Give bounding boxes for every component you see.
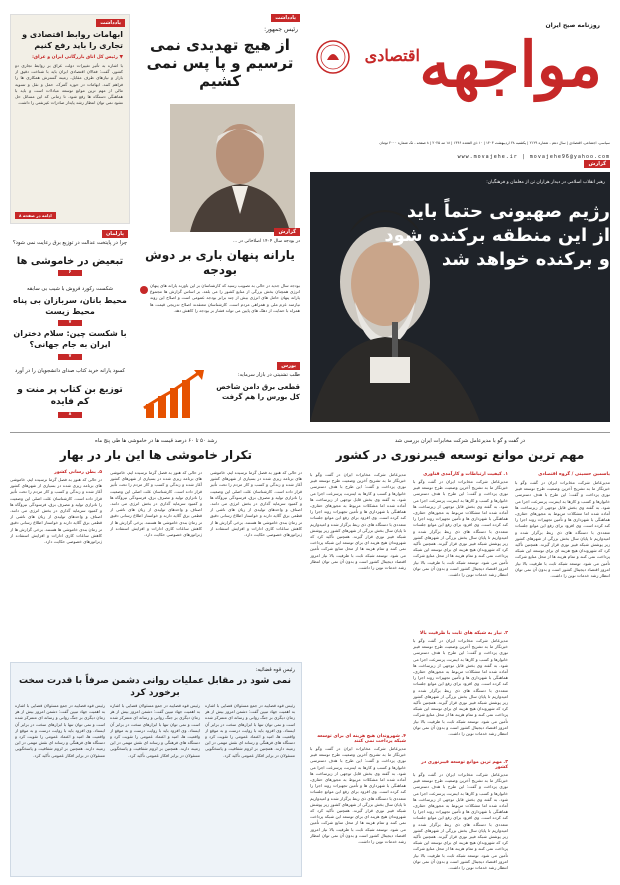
- left-item-3[interactable]: [10, 328, 130, 362]
- president-speaker: رئیس جمهور:: [264, 26, 298, 33]
- hero-headline-line-3: و برکنده خواهد شد: [441, 249, 610, 270]
- president-kicker: یادداشت: [271, 14, 300, 22]
- blackout-headline: تکرار خاموشی ها این بار در بهار: [59, 448, 253, 462]
- budget-lead: در بودجه سال ۱۴۰۴ اصلاحاتی در ...: [233, 239, 300, 244]
- top-left-lead: ▼ رئیس کل اتاق بازرگانی ایران و عراق:: [32, 55, 123, 60]
- market-article: [140, 362, 300, 424]
- blackout-body-3: در حالی که هنوز به فصل گرما نرسیده ایم، خاموشی های برنامه ریزی شده در بسیاری از شهرهای کشور آغاز شده و زندگی و کسب و کار مردم را تحت تأثیر قرار داده است. کارشناسان علت اصلی این وضعیت را ناترازی تولید و مصرف برق، فرسودگی نیروگاه ها و کمبود سرمایه گذاری در بخش انرژی می دانند. اصناف و واحدهای تولیدی از زیان های ناشی از قطعی برق گلایه دارند و خواستار اطلاع رسانی دقیق تر زمان بندی خاموشی ها هستند. برخی گزارش ها از کاهش ساعات کاری ادارات و افزایش استفاده از ژنراتورهای خصوصی حکایت دارد.: [10, 477, 102, 545]
- judiciary-body-3: رئیس قوه قضاییه در جمع مسئولان قضایی با اشاره به اهمیت جهاد تبیین گفت: دشمن امروز بیش از هر زمان دیگری بر جنگ روانی و رسانه ای متمرکز شده است و نمی توان تنها با ابزارهای سخت در برابر آن ایستاد. وی افزود باید با روایت درست و به موقع از واقعیت ها، امید و اعتماد عمومی را تقویت کرد و دستگاه های فرهنگی و رسانه ای نقش مهمی در این زمینه دارند. همچنین بر لزوم شفافیت و پاسخگویی مسئولان در برابر افکار عمومی تأکید کرد.: [15, 703, 105, 758]
- blackout-body-1: در حالی که هنوز به فصل گرما نرسیده ایم، خاموشی های برنامه ریزی شده در بسیاری از شهرهای کشور آغاز شده و زندگی و کسب و کار مردم را تحت تأثیر قرار داده است. کارشناسان علت اصلی این وضعیت را ناترازی تولید و مصرف برق، فرسودگی نیروگاه ها و کمبود سرمایه گذاری در بخش انرژی می دانند. اصناف و واحدهای تولیدی از زیان های ناشی از قطعی برق گلایه دارند و خواستار اطلاع رسانی دقیق تر زمان بندی خاموشی ها هستند. برخی گزارش ها از کاهش ساعات کاری ادارات و افزایش استفاده از ژنراتورهای خصوصی حکایت دارد.: [210, 470, 302, 538]
- judiciary-body-2: رئیس قوه قضاییه در جمع مسئولان قضایی با اشاره به اهمیت جهاد تبیین گفت: دشمن امروز بیش از هر زمان دیگری بر جنگ روانی و رسانه ای متمرکز شده است و نمی توان تنها با ابزارهای سخت در برابر آن ایستاد. وی افزود باید با روایت درست و به موقع از واقعیت ها، امید و اعتماد عمومی را تقویت کرد و دستگاه های فرهنگی و رسانه ای نقش مهمی در این زمینه دارند. همچنین بر لزوم شفافیت و پاسخگویی مسئولان در برابر افکار عمومی تأکید کرد.: [110, 703, 200, 758]
- divider: [10, 432, 610, 433]
- hero-kicker: گزارش: [584, 160, 610, 168]
- top-left-kicker: یادداشت: [96, 19, 125, 27]
- left-item-sub: تبعیض در خاموشی ها: [16, 256, 124, 267]
- telecom-subhead-1: ۱. کیفیت ارتباطات و کارآمدی فناوری: [423, 472, 508, 477]
- telecom-article: [310, 438, 610, 878]
- telecom-body-col-2: مدیرعامل شرکت مخابرات ایران در گفت وگو با خبرنگار ما به تشریح آخرین وضعیت طرح توسعه فیبر نوری پرداخت و گفت: این طرح با هدف دسترسی خانوارها و کسب و کارها به اینترنت پرسرعت اجرا می شود. به گفته وی بخش قابل توجهی از زیرساخت ها آماده شده اما مشکلات مربوط به مجوزهای حفاری، هماهنگی با شهرداری ها و تأمین تجهیزات روند اجرا را کند کرده است. وی افزود برای رفع این موانع جلسات متعددی با دستگاه های ذی ربط برگزار شده و امیدواریم تا پایان سال بخش بزرگی از شهرهای کشور زیر پوشش شبکه فیبر نوری قرار گیرند. همچنین تأکید کرد که شهروندان هیچ هزینه ای برای توسعه این شبکه پرداخت نمی کنند و تمام هزینه ها از محل منابع شرکت تأمین می شود. توسعه شبکه ثابت با ظرفیت بالا نیاز امروز اقتصاد دیجیتال کشور است و بدون آن نمی توان انتظار رشد خدمات نوین را داشت.: [413, 479, 508, 578]
- telecom-body-col-3b: مدیرعامل شرکت مخابرات ایران در گفت وگو با خبرنگار ما به تشریح آخرین وضعیت طرح توسعه فیبر نوری پرداخت و گفت: این طرح با هدف دسترسی خانوارها و کسب و کارها به اینترنت پرسرعت اجرا می شود. به گفته وی بخش قابل توجهی از زیرساخت ها آماده شده اما مشکلات مربوط به مجوزهای حفاری، هماهنگی با شهرداری ها و تأمین تجهیزات روند اجرا را کند کرده است. وی افزود برای رفع این موانع جلسات متعددی با دستگاه های ذی ربط برگزار شده و امیدواریم تا پایان سال بخش بزرگی از شهرهای کشور زیر پوشش شبکه فیبر نوری قرار گیرند. همچنین تأکید کرد که شهروندان هیچ هزینه ای برای توسعه این شبکه پرداخت نمی کنند و تمام هزینه ها از محل منابع شرکت تأمین می شود. توسعه شبکه ثابت با ظرفیت بالا نیاز امروز اقتصاد دیجیتال کشور است و بدون آن نمی توان انتظار رشد خدمات نوین را داشت.: [310, 746, 406, 845]
- chart-icon: [142, 368, 207, 420]
- masthead-website: www.movajehe.ir | movajehe96@yahoo.com: [457, 154, 610, 160]
- left-item-headline: چرا در پایتخت عدالت در توزیع برق رعایت نمی شود؟: [12, 240, 128, 246]
- top-left-more[interactable]: ادامه در صفحه ۸: [15, 212, 56, 219]
- blackout-article: [10, 438, 302, 656]
- left-item-sub: توزیع بن کتاب پر منت و کم فایده: [17, 385, 123, 407]
- top-left-body: با اشاره به تأثیر تغییرات دولت عراق بر روابط تجاری دو کشور، گفت: فعالان اقتصادی ایران باید با شناخت دقیق از بازار و نیازهای طرف مقابل، زمینه گسترش همکاری ها را فراهم کنند. ابهامات در حوزه گمرک، حمل و نقل و تسویه مالی از مهم ترین موانع توسعه مبادلات است و باید با هماهنگی دستگاه ها رفع شود. تا زمانی که این مسائل حل نشود نمی توان انتظار رشد پایدار صادرات غیرنفتی را داشت.: [15, 63, 123, 106]
- emblem-icon: [316, 40, 350, 74]
- hero-headline-line-2: از این منطقه برکنده شود: [384, 225, 610, 246]
- hero-headline-line-1: رژیم صهیونی حتماً باید: [406, 201, 610, 222]
- market-headline: قطعی برق دامن شاخص کل بورس را هم گرفت: [216, 383, 300, 401]
- president-headline: از هیچ تهدیدی نمی ترسیم و پا پس نمی کشیم: [146, 36, 294, 90]
- masthead-info: سیاسی، اجتماعی، اقتصادی | سال دهم - شماره ۲۱۲۹ | یکشنبه ۲۸ اردیبهشت ۱۴۰۳ | ۱۰ ذی القعده ۱۴۴۶ | ۱۸ مه ۲۰۲۵ | ۸ صفحه - تک شماره ۲۰۰۰ تومان: [379, 141, 610, 145]
- telecom-body-col-1: مدیرعامل شرکت مخابرات ایران در گفت وگو با خبرنگار ما به تشریح آخرین وضعیت طرح توسعه فیبر نوری پرداخت و گفت: این طرح با هدف دسترسی خانوارها و کسب و کارها به اینترنت پرسرعت اجرا می شود. به گفته وی بخش قابل توجهی از زیرساخت ها آماده شده اما مشکلات مربوط به مجوزهای حفاری، هماهنگی با شهرداری ها و تأمین تجهیزات روند اجرا را کند کرده است. وی افزود برای رفع این موانع جلسات متعددی با دستگاه های ذی ربط برگزار شده و امیدواریم تا پایان سال بخش بزرگی از شهرهای کشور زیر پوشش شبکه فیبر نوری قرار گیرند. همچنین تأکید کرد که شهروندان هیچ هزینه ای برای توسعه این شبکه پرداخت نمی کنند و تمام هزینه ها از محل منابع شرکت تأمین می شود. توسعه شبکه ثابت با ظرفیت بالا نیاز امروز اقتصاد دیجیتال کشور است و بدون آن نمی توان انتظار رشد خدمات نوین را داشت.: [515, 480, 610, 579]
- left-item-1[interactable]: [10, 240, 130, 280]
- left-item-page: ۷: [58, 354, 82, 360]
- left-item-4[interactable]: [10, 368, 130, 430]
- masthead-title: مواجهه: [419, 28, 602, 101]
- budget-kicker: گزارش: [274, 228, 300, 236]
- left-item-headline: شکست رکورد فروش با شیب بی سابقه: [26, 286, 114, 292]
- judiciary-lead: رئیس قوه قضائیه:: [255, 667, 295, 673]
- market-lead: طلب تشنیتی در بازار سرمایه:: [237, 372, 300, 378]
- left-item-headline: کسود یارانه خرید کتاب صدای دانشجویان را در آورد: [14, 368, 126, 374]
- telecom-byline: یاسمین حسینی / گروه اقتصادی: [538, 472, 610, 477]
- masthead-kicker: روزنامه صبح ایران: [545, 22, 600, 29]
- budget-headline: یارانه پنهان باری بر دوش بودجه: [145, 248, 295, 277]
- left-item-page: ۸: [58, 412, 82, 418]
- telecom-subhead-4: ۴. شهروندان هیچ هزینه ای برای توسعه شبکه پرداخت نمی کنند: [317, 734, 406, 744]
- blackout-body-2: در حالی که هنوز به فصل گرما نرسیده ایم، خاموشی های برنامه ریزی شده در بسیاری از شهرهای کشور آغاز شده و زندگی و کسب و کار مردم را تحت تأثیر قرار داده است. کارشناسان علت اصلی این وضعیت را ناترازی تولید و مصرف برق، فرسودگی نیروگاه ها و کمبود سرمایه گذاری در بخش انرژی می دانند. اصناف و واحدهای تولیدی از زیان های ناشی از قطعی برق گلایه دارند و خواستار اطلاع رسانی دقیق تر زمان بندی خاموشی ها هستند. برخی گزارش ها از کاهش ساعات کاری ادارات و افزایش استفاده از ژنراتورهای خصوصی حکایت دارد.: [110, 470, 202, 538]
- president-photo: [170, 104, 295, 232]
- left-column-kicker: پارلمان: [102, 230, 128, 238]
- left-item-page: ۶: [58, 270, 82, 276]
- hero-caption: رهبر انقلاب اسلامی در دیدار هزاران تن از معلمان و فرهنگیان:: [486, 180, 605, 185]
- president-article: [140, 14, 300, 219]
- left-item-headline: با شکست چین: سلام دختران ایران به جام جهانی؟: [13, 329, 127, 349]
- budget-article: [140, 228, 300, 358]
- hero-headline: [340, 200, 610, 272]
- masthead: [310, 8, 610, 160]
- telecom-subhead-2: ۲. نیاز به شبکه های ثابت با ظرفیت بالا: [419, 631, 508, 636]
- masthead-subtitle: اقتصادی: [364, 46, 420, 65]
- top-left-headline: ابهامات روابط اقتصادی و تجاری را باید رفع کنیم: [22, 30, 123, 50]
- left-column: [10, 230, 130, 430]
- blackout-col-3: [10, 470, 102, 650]
- budget-body: بودجه سال جدید در حالی به تصویب رسید که کارشناسان بر این باورند یارانه های پنهان انرژی همچنان بخش بزرگی از منابع کشور را می بلعد. بر اساس گزارش ها مجموع یارانه پنهان حامل های انرژی بیش از چند برابر بودجه عمومی است و اصلاح این روند نیازمند عزم ملی و همراهی مردم است. کارشناسان معتقدند اصلاح تدریجی قیمت ها همراه با حمایت از دهک های پایین می تواند فشار بر بودجه را کاهش دهد.: [150, 283, 300, 313]
- telecom-body-col-2c: مدیرعامل شرکت مخابرات ایران در گفت وگو با خبرنگار ما به تشریح آخرین وضعیت طرح توسعه فیبر نوری پرداخت و گفت: این طرح با هدف دسترسی خانوارها و کسب و کارها به اینترنت پرسرعت اجرا می شود. به گفته وی بخش قابل توجهی از زیرساخت ها آماده شده اما مشکلات مربوط به مجوزهای حفاری، هماهنگی با شهرداری ها و تأمین تجهیزات روند اجرا را کند کرده است. وی افزود برای رفع این موانع جلسات متعددی با دستگاه های ذی ربط برگزار شده و امیدواریم تا پایان سال بخش بزرگی از شهرهای کشور زیر پوشش شبکه فیبر نوری قرار گیرند. همچنین تأکید کرد که شهروندان هیچ هزینه ای برای توسعه این شبکه پرداخت نمی کنند و تمام هزینه ها از محل منابع شرکت تأمین می شود. توسعه شبکه ثابت با ظرفیت بالا نیاز امروز اقتصاد دیجیتال کشور است و بدون آن نمی توان انتظار رشد خدمات نوین را داشت.: [413, 772, 508, 871]
- market-kicker: بورس: [277, 362, 300, 370]
- telecom-headline: مهم ترین موانع توسعه فیبرنوری در کشور: [335, 448, 585, 462]
- telecom-col-3: [310, 472, 406, 872]
- top-left-article: [10, 14, 130, 224]
- telecom-subhead-3: ۳. مهم ترین موانع توسعه فیبرنوری در کشور: [421, 760, 508, 770]
- blackout-subhead: ۵. بطن رسانی کشور: [54, 470, 102, 475]
- left-item-sub: محیط بانان، سربازان بی پناه محیط زیست: [13, 296, 127, 316]
- budget-bullet-icon: [140, 286, 148, 294]
- telecom-body-col-2b: مدیرعامل شرکت مخابرات ایران در گفت وگو با خبرنگار ما به تشریح آخرین وضعیت طرح توسعه فیبر نوری پرداخت و گفت: این طرح با هدف دسترسی خانوارها و کسب و کارها به اینترنت پرسرعت اجرا می شود. به گفته وی بخش قابل توجهی از زیرساخت ها آماده شده اما مشکلات مربوط به مجوزهای حفاری، هماهنگی با شهرداری ها و تأمین تجهیزات روند اجرا را کند کرده است. وی افزود برای رفع این موانع جلسات متعددی با دستگاه های ذی ربط برگزار شده و امیدواریم تا پایان سال بخش بزرگی از شهرهای کشور زیر پوشش شبکه فیبر نوری قرار گیرند. همچنین تأکید کرد که شهروندان هیچ هزینه ای برای توسعه این شبکه پرداخت نمی کنند و تمام هزینه ها از محل منابع شرکت تأمین می شود. توسعه شبکه ثابت با ظرفیت بالا نیاز امروز اقتصاد دیجیتال کشور است و بدون آن نمی توان انتظار رشد خدمات نوین را داشت.: [413, 638, 508, 737]
- judiciary-headline: نمی شود در مقابل عملیات روانی دشمن صرفاً با قدرت سخت برخورد کرد: [18, 676, 291, 698]
- blackout-lead: رشد ۵۰ تا ۶۰ درصد قیمت ها در خاموشی ها طی پنج ماه: [95, 438, 217, 444]
- judiciary-body-1: رئیس قوه قضاییه در جمع مسئولان قضایی با اشاره به اهمیت جهاد تبیین گفت: دشمن امروز بیش از هر زمان دیگری بر جنگ روانی و رسانه ای متمرکز شده است و نمی توان تنها با ابزارهای سخت در برابر آن ایستاد. وی افزود باید با روایت درست و به موقع از واقعیت ها، امید و اعتماد عمومی را تقویت کرد و دستگاه های فرهنگی و رسانه ای نقش مهمی در این زمینه دارند. همچنین بر لزوم شفافیت و پاسخگویی مسئولان در برابر افکار عمومی تأکید کرد.: [205, 703, 295, 758]
- telecom-lead: در گفت و گو با مدیرعامل شرکت مخابرات ایران بررسی شد: [394, 438, 526, 444]
- left-item-page: ۷: [58, 320, 82, 326]
- judiciary-article: [10, 662, 302, 877]
- telecom-col-2: [413, 472, 508, 872]
- telecom-body-col-3: مدیرعامل شرکت مخابرات ایران در گفت وگو با خبرنگار ما به تشریح آخرین وضعیت طرح توسعه فیبر نوری پرداخت و گفت: این طرح با هدف دسترسی خانوارها و کسب و کارها به اینترنت پرسرعت اجرا می شود. به گفته وی بخش قابل توجهی از زیرساخت ها آماده شده اما مشکلات مربوط به مجوزهای حفاری، هماهنگی با شهرداری ها و تأمین تجهیزات روند اجرا را کند کرده است. وی افزود برای رفع این موانع جلسات متعددی با دستگاه های ذی ربط برگزار شده و امیدواریم تا پایان سال بخش بزرگی از شهرهای کشور زیر پوشش شبکه فیبر نوری قرار گیرند. همچنین تأکید کرد که شهروندان هیچ هزینه ای برای توسعه این شبکه پرداخت نمی کنند و تمام هزینه ها از محل منابع شرکت تأمین می شود. توسعه شبکه ثابت با ظرفیت بالا نیاز امروز اقتصاد دیجیتال کشور است و بدون آن نمی توان انتظار رشد خدمات نوین را داشت.: [310, 472, 406, 571]
